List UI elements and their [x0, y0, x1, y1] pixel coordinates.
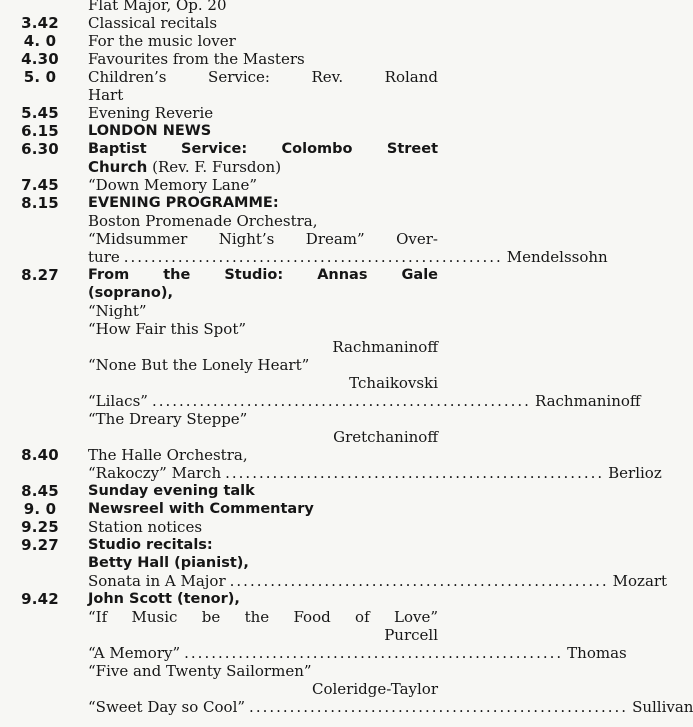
dotted-entry: [88, 392, 641, 410]
programme-time: 8.45: [21, 482, 59, 500]
programme-line: The Halle Orchestra,: [88, 446, 248, 464]
composer-name: Mozart: [612, 572, 668, 590]
leader-dots: ........................................................: [151, 392, 531, 410]
programme-line: From the Studio: Annas Gale: [88, 267, 438, 283]
programme-line: Newsreel with Commentary: [88, 501, 314, 517]
programme-line: John Scott (tenor),: [88, 591, 240, 607]
composer-name: Coleridge-Taylor: [311, 680, 438, 698]
programme-line: Flat Major, Op. 20: [88, 0, 227, 14]
programme-time: 9.25: [21, 518, 59, 536]
programme-line: Studio recitals:: [88, 537, 213, 553]
programme-time: 7.45: [21, 176, 59, 194]
dotted-entry: [88, 464, 662, 482]
bold-fragment: Church: [88, 158, 148, 176]
programme-time: 3.42: [21, 14, 59, 32]
programme-line: “None But the Lonely Heart”: [88, 356, 310, 374]
dotted-entry: [88, 698, 693, 716]
dotted-entry: [88, 572, 668, 590]
programme-line: Sunday evening talk: [88, 483, 255, 499]
composer-name: Thomas: [567, 644, 627, 662]
programme-time: 9. 0: [23, 500, 57, 518]
programme-line: For the music lover: [88, 32, 236, 50]
programme-line: LONDON NEWS: [88, 123, 212, 139]
work-title: “Sweet Day so Cool”: [88, 698, 246, 716]
programme-time: 4.30: [21, 50, 59, 68]
programme-line: Betty Hall (pianist),: [88, 555, 249, 571]
composer-name: Sullivan: [632, 698, 693, 716]
work-title: Sonata in A Major: [88, 572, 226, 590]
leader-dots: ........................................................: [184, 644, 564, 662]
programme-line: “Night”: [88, 302, 147, 320]
text-fragment: (Rev. F. Fursdon): [147, 158, 282, 176]
programme-line: Boston Promenade Orchestra,: [88, 212, 318, 230]
composer-name: Rachmaninoff: [534, 392, 641, 410]
programme-time: 9.27: [21, 536, 59, 554]
programme-time: 9.42: [21, 590, 59, 608]
leader-dots: ........................................................: [229, 572, 609, 590]
work-title: ture: [88, 248, 120, 266]
programme-time: 5.45: [21, 104, 59, 122]
composer-name: Gretchaninoff: [333, 428, 438, 446]
programme-time: 6.30: [21, 140, 59, 158]
programme-time: 8.27: [21, 266, 59, 284]
dotted-entry: [88, 644, 627, 662]
programme-line: “Five and Twenty Sailormen”: [88, 662, 312, 680]
dotted-entry: [88, 248, 608, 266]
programme-line: “How Fair this Spot”: [88, 320, 247, 338]
composer-name: Tchaikovski: [349, 374, 438, 392]
programme-line: Station notices: [88, 518, 203, 536]
leader-dots: ........................................................: [123, 248, 503, 266]
leader-dots: ........................................................: [249, 698, 629, 716]
programme-time: 6.15: [21, 122, 59, 140]
programme-line: Baptist Service: Colombo Street: [88, 141, 438, 157]
programme-line: Children’s Service: Rev. Roland: [88, 68, 438, 86]
programme-time: 4. 0: [23, 32, 57, 50]
programme-line: Classical recitals: [88, 14, 218, 32]
work-title: “A Memory”: [88, 644, 181, 662]
composer-name: Purcell: [384, 626, 438, 644]
work-title: “Rakoczy” March: [88, 464, 222, 482]
programme-time: 8.15: [21, 194, 59, 212]
programme-line: “The Dreary Steppe”: [88, 410, 248, 428]
programme-line: EVENING PROGRAMME:: [88, 195, 279, 211]
programme-line: “If Music be the Food of Love”: [88, 608, 438, 626]
composer-name: Mendelssohn: [506, 248, 608, 266]
programme-line: Favourites from the Masters: [88, 50, 305, 68]
leader-dots: ........................................................: [225, 464, 605, 482]
composer-name: Berlioz: [608, 464, 662, 482]
programme-line: “Down Memory Lane”: [88, 176, 258, 194]
programme-line: (soprano),: [88, 285, 173, 301]
programme-line: Hart: [88, 86, 124, 104]
composer-name: Rachmaninoff: [332, 338, 438, 356]
programme-time: 8.40: [21, 446, 59, 464]
programme-line: Evening Reverie: [88, 104, 214, 122]
programme-time: 5. 0: [23, 68, 57, 86]
programme-line: “Midsummer Night’s Dream” Over-: [88, 230, 438, 248]
work-title: “Lilacs”: [88, 392, 148, 410]
programme-line-mixed: [88, 158, 438, 176]
